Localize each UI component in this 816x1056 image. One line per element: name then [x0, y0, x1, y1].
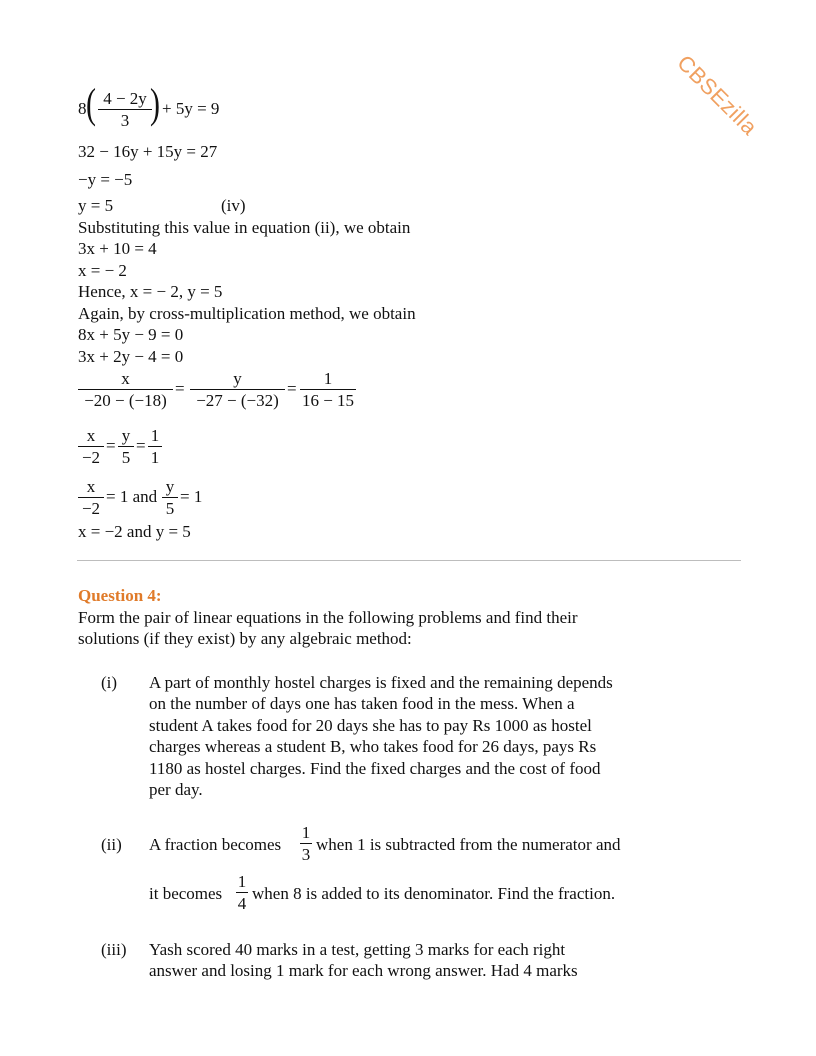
- fraction-denominator: −2: [81, 499, 101, 518]
- ratio-fraction-y: [118, 427, 134, 466]
- ratio-fraction-x: [78, 427, 104, 466]
- ratio-fraction-one: [148, 427, 162, 466]
- part-text-line: charges whereas a student B, who takes food for 26 days, pays Rs: [149, 737, 597, 756]
- part-text-line: it becomes: [149, 884, 223, 903]
- solution-line: x = − 2: [78, 261, 127, 280]
- equals-sign: =: [106, 436, 116, 455]
- solution-line: 8x + 5y − 9 = 0: [78, 325, 184, 344]
- fraction-bar: [300, 843, 312, 844]
- part-text-line: on the number of days one has taken food in the mess. When a: [149, 694, 575, 713]
- result-fraction-x: [78, 478, 104, 517]
- equation-fraction: [98, 90, 152, 129]
- result-fraction-y: [162, 478, 178, 517]
- fraction-denominator: 1: [150, 448, 160, 467]
- question-intro: Form the pair of linear equations in the following problems and find their: [78, 608, 578, 627]
- fraction-numerator: 1: [150, 426, 160, 445]
- fraction-numerator: y: [233, 369, 242, 388]
- equation-rest: + 5y = 9: [162, 99, 220, 118]
- part-text-line: A fraction becomes: [149, 835, 282, 854]
- fraction-bar: [118, 446, 134, 447]
- fraction-bar: [236, 892, 248, 893]
- result-text: = 1: [180, 487, 203, 506]
- equation-tag: (iv): [221, 196, 246, 215]
- equals-sign: =: [287, 379, 297, 398]
- solution-line: Again, by cross-multiplication method, we obtain: [78, 304, 416, 323]
- fraction-denominator: −20 − (−18): [84, 391, 167, 410]
- fraction-numerator: 4 − 2y: [103, 89, 147, 108]
- watermark: CBSEzilla: [672, 50, 763, 141]
- result-text: = 1 and: [106, 487, 158, 506]
- right-parenthesis: ): [150, 81, 160, 128]
- question-title: Question 4:: [78, 586, 162, 605]
- part-text-line: when 8 is added to its denominator. Find the fraction.: [252, 884, 616, 903]
- fraction-numerator: 1: [323, 369, 333, 388]
- fraction-denominator: 3: [301, 845, 311, 864]
- solution-line: 32 − 16y + 15y = 27: [78, 142, 218, 161]
- part-text-line: per day.: [149, 780, 203, 799]
- left-parenthesis: (: [86, 81, 96, 128]
- equation-coefficient: 8: [78, 99, 87, 118]
- fraction-bar: [78, 446, 104, 447]
- question-intro: solutions (if they exist) by any algebraic method:: [78, 629, 412, 648]
- fraction-bar: [148, 446, 162, 447]
- fraction-denominator: 3: [120, 111, 130, 130]
- part-text-line: 1180 as hostel charges. Find the fixed charges and the cost of food: [149, 759, 601, 778]
- fraction-numerator: x: [86, 477, 96, 496]
- part-text-line: Yash scored 40 marks in a test, getting 3 marks for each right: [149, 940, 566, 959]
- fraction-numerator: 1: [301, 823, 311, 842]
- part-text-line: student A takes food for 20 days she has to pay Rs 1000 as hostel: [149, 716, 592, 735]
- fraction-denominator: −2: [81, 448, 101, 467]
- cross-mult-fraction-one: [300, 370, 356, 409]
- fraction-numerator: y: [121, 426, 131, 445]
- fraction-bar: [98, 109, 152, 110]
- fraction-bar: [190, 389, 285, 390]
- solution-line: 3x + 10 = 4: [78, 239, 157, 258]
- solution-line: 3x + 2y − 4 = 0: [78, 347, 184, 366]
- section-divider: [77, 560, 741, 561]
- fraction-denominator: 5: [165, 499, 175, 518]
- part-label: (i): [101, 673, 118, 692]
- fraction-numerator: x: [121, 369, 130, 388]
- part-text-line: A part of monthly hostel charges is fixed and the remaining depends: [149, 673, 613, 692]
- final-answer: x = −2 and y = 5: [78, 522, 191, 541]
- fraction-bar: [78, 497, 104, 498]
- part-label: (iii): [101, 940, 127, 959]
- fraction-bar: [78, 389, 173, 390]
- equals-sign: =: [136, 436, 146, 455]
- fraction-bar: [300, 389, 356, 390]
- fraction-numerator: 1: [237, 872, 247, 891]
- fraction-one-fourth: [236, 873, 248, 912]
- fraction-denominator: −27 − (−32): [196, 391, 279, 410]
- solution-line: Hence, x = − 2, y = 5: [78, 282, 223, 301]
- fraction-one-third: [300, 824, 312, 863]
- solution-line: −y = −5: [78, 170, 133, 189]
- part-text-line: answer and losing 1 mark for each wrong answer. Had 4 marks: [149, 961, 578, 980]
- fraction-denominator: 5: [121, 448, 131, 467]
- fraction-numerator: y: [165, 477, 175, 496]
- part-text-line: when 1 is subtracted from the numerator and: [316, 835, 621, 854]
- fraction-bar: [162, 497, 178, 498]
- solution-line: y = 5: [78, 196, 114, 215]
- cross-mult-fraction-x: [78, 370, 173, 409]
- fraction-denominator: 16 − 15: [301, 391, 355, 410]
- fraction-numerator: x: [86, 426, 96, 445]
- cross-mult-fraction-y: [190, 370, 285, 409]
- part-label: (ii): [101, 835, 122, 854]
- fraction-denominator: 4: [237, 894, 247, 913]
- solution-line: Substituting this value in equation (ii), we obtain: [78, 218, 411, 237]
- equals-sign: =: [175, 379, 185, 398]
